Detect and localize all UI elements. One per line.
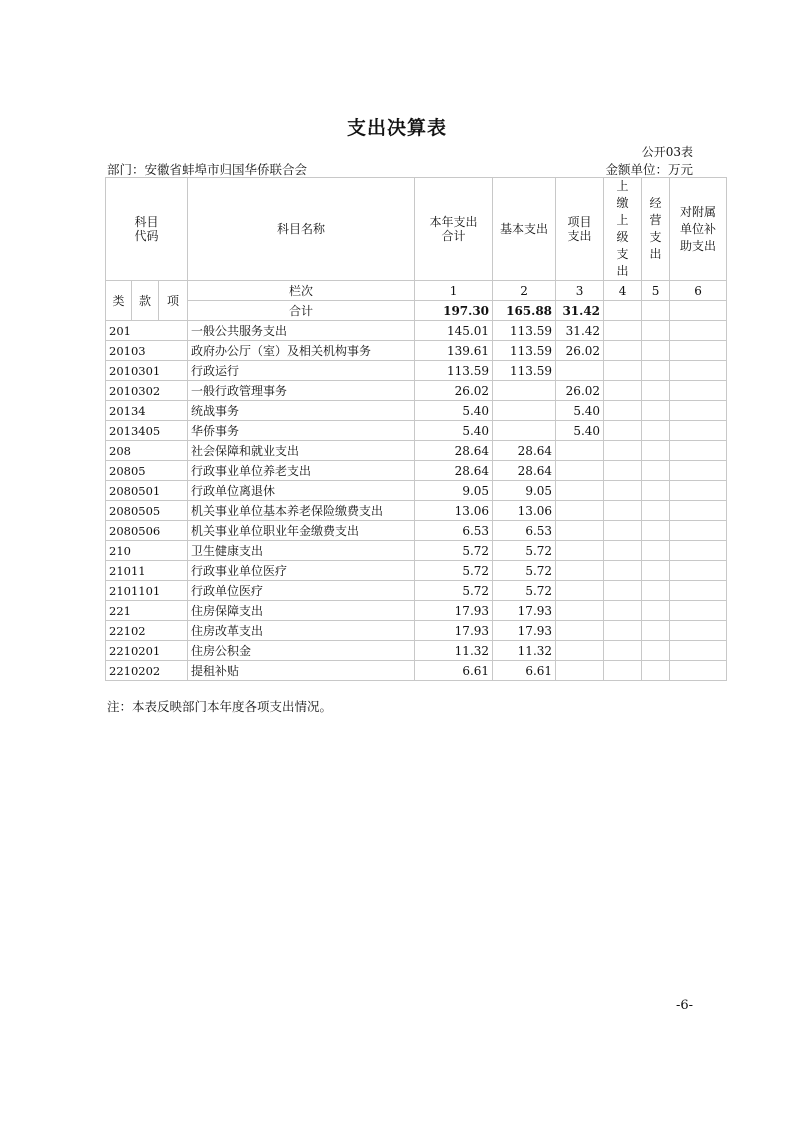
row-basic: 5.72 bbox=[493, 581, 556, 601]
row-total: 5.40 bbox=[415, 421, 493, 441]
row-basic: 17.93 bbox=[493, 601, 556, 621]
row-subsidy bbox=[670, 661, 727, 681]
row-subsidy bbox=[670, 521, 727, 541]
row-name: 统战事务 bbox=[188, 401, 415, 421]
row-business bbox=[642, 361, 670, 381]
expenditure-table bbox=[105, 177, 727, 681]
row-business bbox=[642, 501, 670, 521]
row-total: 17.93 bbox=[415, 621, 493, 641]
row-business bbox=[642, 541, 670, 561]
row-basic bbox=[493, 381, 556, 401]
row-upper bbox=[604, 401, 642, 421]
row-business bbox=[642, 321, 670, 341]
row-business bbox=[642, 401, 670, 421]
header-kuan: 款 bbox=[132, 281, 159, 321]
row-business bbox=[642, 381, 670, 401]
row-total: 6.61 bbox=[415, 661, 493, 681]
row-total: 13.06 bbox=[415, 501, 493, 521]
row-subsidy bbox=[670, 621, 727, 641]
row-business bbox=[642, 421, 670, 441]
page-title: 支出决算表 bbox=[346, 117, 447, 139]
row-code: 2101101 bbox=[106, 581, 188, 601]
table-body bbox=[106, 321, 727, 681]
row-basic: 113.59 bbox=[493, 321, 556, 341]
row-subsidy bbox=[670, 601, 727, 621]
row-business bbox=[642, 581, 670, 601]
table-row bbox=[106, 601, 727, 621]
header-subsidy: 对附属单位补助支出 bbox=[670, 178, 727, 281]
row-total: 26.02 bbox=[415, 381, 493, 401]
row-upper bbox=[604, 381, 642, 401]
row-business bbox=[642, 441, 670, 461]
table-row bbox=[106, 441, 727, 461]
total-row bbox=[106, 301, 727, 321]
row-code: 2210202 bbox=[106, 661, 188, 681]
row-upper bbox=[604, 321, 642, 341]
row-basic: 17.93 bbox=[493, 621, 556, 641]
row-upper bbox=[604, 501, 642, 521]
row-project bbox=[556, 581, 604, 601]
row-name: 华侨事务 bbox=[188, 421, 415, 441]
row-subsidy bbox=[670, 481, 727, 501]
table-row bbox=[106, 541, 727, 561]
header-project: 项目支出 bbox=[556, 178, 604, 281]
row-upper bbox=[604, 641, 642, 661]
row-code: 208 bbox=[106, 441, 188, 461]
header-business: 经营支出 bbox=[642, 178, 670, 281]
table-row bbox=[106, 321, 727, 341]
row-name: 社会保障和就业支出 bbox=[188, 441, 415, 461]
row-total: 139.61 bbox=[415, 341, 493, 361]
row-subsidy bbox=[670, 541, 727, 561]
row-project: 26.02 bbox=[556, 381, 604, 401]
row-subsidy bbox=[670, 461, 727, 481]
row-code: 21011 bbox=[106, 561, 188, 581]
row-subsidy bbox=[670, 341, 727, 361]
row-subsidy bbox=[670, 641, 727, 661]
row-upper bbox=[604, 481, 642, 501]
row-name: 一般公共服务支出 bbox=[188, 321, 415, 341]
table-row bbox=[106, 581, 727, 601]
row-code: 2013405 bbox=[106, 421, 188, 441]
row-total: 5.72 bbox=[415, 561, 493, 581]
row-basic bbox=[493, 421, 556, 441]
row-business bbox=[642, 461, 670, 481]
row-total: 113.59 bbox=[415, 361, 493, 381]
col-number-5: 5 bbox=[642, 281, 670, 301]
row-basic: 5.72 bbox=[493, 561, 556, 581]
row-basic: 5.72 bbox=[493, 541, 556, 561]
row-total: 28.64 bbox=[415, 441, 493, 461]
row-subsidy bbox=[670, 421, 727, 441]
table-row bbox=[106, 421, 727, 441]
total-label: 合计 bbox=[188, 301, 415, 321]
row-subsidy bbox=[670, 401, 727, 421]
row-name: 政府办公厅（室）及相关机构事务 bbox=[188, 341, 415, 361]
row-project bbox=[556, 441, 604, 461]
page-number: -6- bbox=[675, 998, 693, 1013]
row-code: 2210201 bbox=[106, 641, 188, 661]
row-upper bbox=[604, 621, 642, 641]
table-row bbox=[106, 501, 727, 521]
table-row bbox=[106, 461, 727, 481]
row-basic: 28.64 bbox=[493, 441, 556, 461]
row-business bbox=[642, 561, 670, 581]
row-total: 17.93 bbox=[415, 601, 493, 621]
table-row bbox=[106, 661, 727, 681]
row-subsidy bbox=[670, 361, 727, 381]
col-number-1: 1 bbox=[415, 281, 493, 301]
row-project bbox=[556, 621, 604, 641]
row-basic: 113.59 bbox=[493, 341, 556, 361]
header-upper: 上缴上级支出 bbox=[604, 178, 642, 281]
row-code: 20103 bbox=[106, 341, 188, 361]
row-project: 5.40 bbox=[556, 401, 604, 421]
header-lanci: 栏次 bbox=[188, 281, 415, 301]
header-total: 本年支出合计 bbox=[415, 178, 493, 281]
row-basic: 6.61 bbox=[493, 661, 556, 681]
row-upper bbox=[604, 541, 642, 561]
department-label: 部门：安徽省蚌埠市归国华侨联合会 bbox=[107, 162, 308, 177]
row-basic: 113.59 bbox=[493, 361, 556, 381]
row-total: 11.32 bbox=[415, 641, 493, 661]
col-number-2: 2 bbox=[493, 281, 556, 301]
row-total: 5.72 bbox=[415, 581, 493, 601]
row-project bbox=[556, 501, 604, 521]
row-code: 201 bbox=[106, 321, 188, 341]
row-code: 210 bbox=[106, 541, 188, 561]
row-basic bbox=[493, 401, 556, 421]
row-code: 2080501 bbox=[106, 481, 188, 501]
header-row bbox=[106, 178, 727, 281]
row-name: 行政单位医疗 bbox=[188, 581, 415, 601]
row-project bbox=[556, 521, 604, 541]
row-code: 2010301 bbox=[106, 361, 188, 381]
row-basic: 13.06 bbox=[493, 501, 556, 521]
row-subsidy bbox=[670, 561, 727, 581]
row-business bbox=[642, 521, 670, 541]
row-subsidy bbox=[670, 441, 727, 461]
total-amount: 197.30 bbox=[415, 301, 493, 321]
row-code: 2080505 bbox=[106, 501, 188, 521]
col-number-4: 4 bbox=[604, 281, 642, 301]
amount-unit-label: 金额单位：万元 bbox=[605, 162, 693, 177]
table-note: 注：本表反映部门本年度各项支出情况。 bbox=[107, 699, 333, 714]
header-basic: 基本支出 bbox=[493, 178, 556, 281]
row-project bbox=[556, 641, 604, 661]
row-subsidy bbox=[670, 381, 727, 401]
header-code: 科目代码 bbox=[106, 178, 188, 281]
row-name: 机关事业单位职业年金缴费支出 bbox=[188, 521, 415, 541]
row-subsidy bbox=[670, 501, 727, 521]
row-total: 145.01 bbox=[415, 321, 493, 341]
row-upper bbox=[604, 461, 642, 481]
row-project: 26.02 bbox=[556, 341, 604, 361]
header-name: 科目名称 bbox=[188, 178, 415, 281]
row-code: 221 bbox=[106, 601, 188, 621]
row-upper bbox=[604, 361, 642, 381]
row-project bbox=[556, 601, 604, 621]
row-project bbox=[556, 481, 604, 501]
table-row bbox=[106, 341, 727, 361]
row-upper bbox=[604, 521, 642, 541]
row-business bbox=[642, 621, 670, 641]
row-subsidy bbox=[670, 321, 727, 341]
row-total: 5.72 bbox=[415, 541, 493, 561]
row-business bbox=[642, 341, 670, 361]
total-basic: 165.88 bbox=[493, 301, 556, 321]
row-project: 31.42 bbox=[556, 321, 604, 341]
row-project bbox=[556, 461, 604, 481]
row-code: 20805 bbox=[106, 461, 188, 481]
row-name: 卫生健康支出 bbox=[188, 541, 415, 561]
row-upper bbox=[604, 601, 642, 621]
col-number-6: 6 bbox=[670, 281, 727, 301]
row-name: 一般行政管理事务 bbox=[188, 381, 415, 401]
table-row bbox=[106, 381, 727, 401]
row-business bbox=[642, 641, 670, 661]
table-row bbox=[106, 481, 727, 501]
table-row bbox=[106, 561, 727, 581]
table-row bbox=[106, 521, 727, 541]
col-number-3: 3 bbox=[556, 281, 604, 301]
row-basic: 6.53 bbox=[493, 521, 556, 541]
row-project bbox=[556, 661, 604, 681]
form-number: 公开03表 bbox=[641, 145, 693, 159]
row-name: 行政事业单位医疗 bbox=[188, 561, 415, 581]
row-name: 提租补贴 bbox=[188, 661, 415, 681]
row-project bbox=[556, 541, 604, 561]
row-total: 6.53 bbox=[415, 521, 493, 541]
row-name: 行政事业单位养老支出 bbox=[188, 461, 415, 481]
row-upper bbox=[604, 561, 642, 581]
table-row bbox=[106, 621, 727, 641]
row-total: 28.64 bbox=[415, 461, 493, 481]
row-upper bbox=[604, 441, 642, 461]
table-row bbox=[106, 401, 727, 421]
row-name: 住房公积金 bbox=[188, 641, 415, 661]
row-basic: 28.64 bbox=[493, 461, 556, 481]
row-upper bbox=[604, 341, 642, 361]
row-name: 机关事业单位基本养老保险缴费支出 bbox=[188, 501, 415, 521]
table-row bbox=[106, 361, 727, 381]
row-total: 5.40 bbox=[415, 401, 493, 421]
header-lei: 类 bbox=[106, 281, 132, 321]
row-subsidy bbox=[670, 581, 727, 601]
header-xiang: 项 bbox=[159, 281, 188, 321]
row-basic: 9.05 bbox=[493, 481, 556, 501]
row-code: 20134 bbox=[106, 401, 188, 421]
row-name: 住房保障支出 bbox=[188, 601, 415, 621]
row-upper bbox=[604, 661, 642, 681]
column-number-row bbox=[106, 281, 727, 301]
row-name: 住房改革支出 bbox=[188, 621, 415, 641]
row-project bbox=[556, 361, 604, 381]
row-project: 5.40 bbox=[556, 421, 604, 441]
row-code: 22102 bbox=[106, 621, 188, 641]
row-business bbox=[642, 601, 670, 621]
row-name: 行政运行 bbox=[188, 361, 415, 381]
row-project bbox=[556, 561, 604, 581]
row-upper bbox=[604, 421, 642, 441]
table-row bbox=[106, 641, 727, 661]
row-total: 9.05 bbox=[415, 481, 493, 501]
row-business bbox=[642, 661, 670, 681]
row-upper bbox=[604, 581, 642, 601]
row-business bbox=[642, 481, 670, 501]
row-name: 行政单位离退休 bbox=[188, 481, 415, 501]
row-basic: 11.32 bbox=[493, 641, 556, 661]
row-code: 2010302 bbox=[106, 381, 188, 401]
total-project: 31.42 bbox=[556, 301, 604, 321]
row-code: 2080506 bbox=[106, 521, 188, 541]
